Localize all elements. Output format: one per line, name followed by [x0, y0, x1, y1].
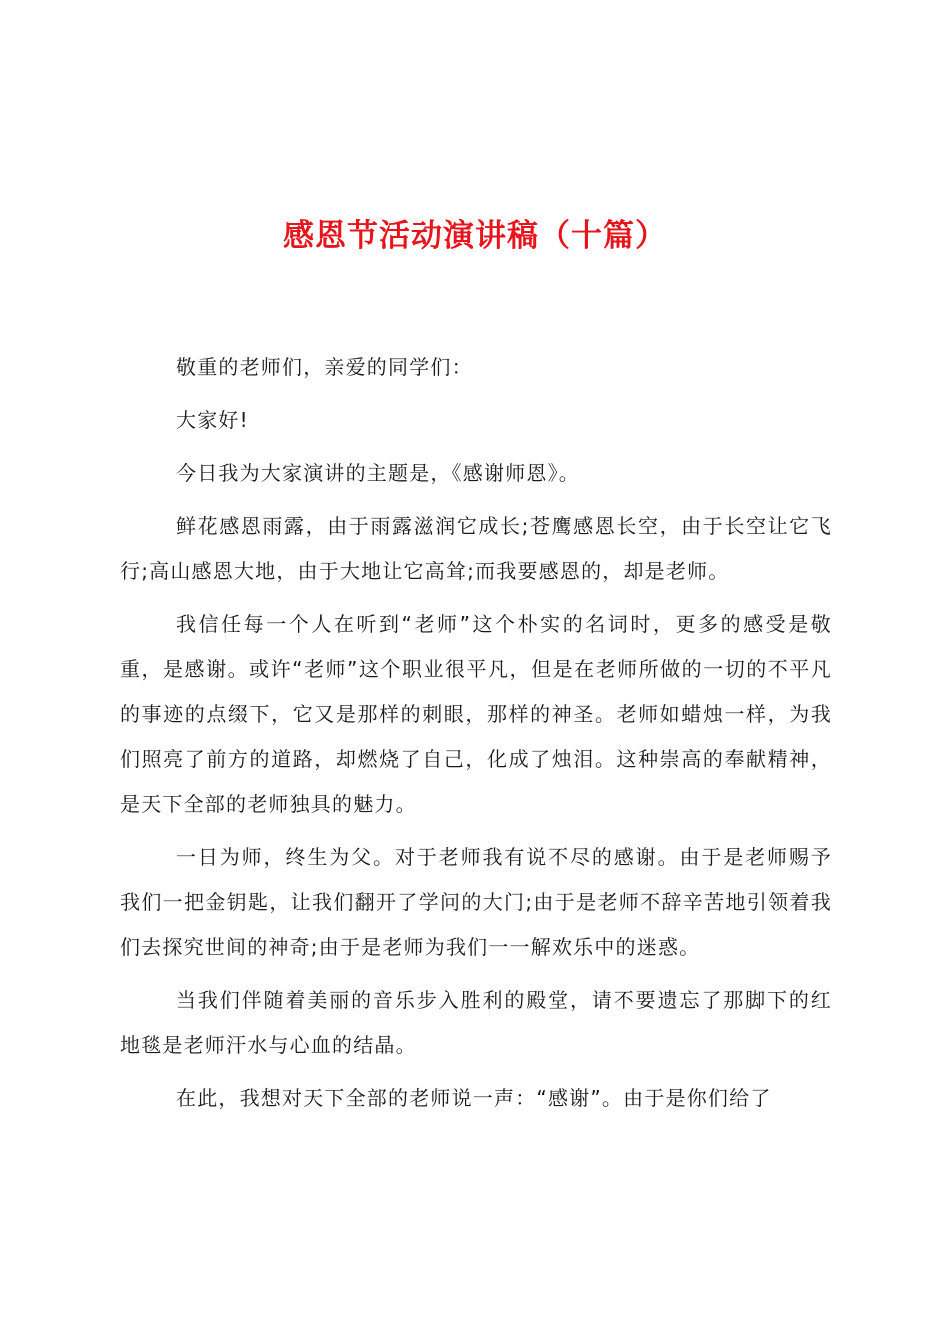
document-title: 感恩节活动演讲稿（十篇）	[283, 218, 667, 254]
paragraph-hello: 大家好!	[176, 408, 249, 432]
paragraph-red-carpet: 当我们伴随着美丽的音乐步入胜利的殿堂，请不要遗忘了那脚下的红地毯是老师汗水与心血的结晶。	[120, 988, 832, 1057]
document-body	[120, 345, 832, 1129]
paragraph-thanks: 在此，我想对天下全部的老师说一声：“感谢”。由于是你们给了	[176, 1086, 772, 1110]
paragraph-gratitude-nature: 鲜花感恩雨露，由于雨露滋润它成长;苍鹰感恩长空，由于长空让它飞行;高山感恩大地，由于大地让它高耸;而我要感恩的，却是老师。	[120, 514, 832, 583]
paragraph-greeting: 敬重的老师们，亲爱的同学们：	[176, 355, 473, 379]
paragraph-teacher-respect: 我信任每一个人在听到“老师”这个朴实的名词时，更多的感受是敬重，是感谢。或许“老师”这个职业很平凡，但是在老师所做的一切的不平凡的事迹的点缀下，它又是那样的刺眼，那样的神圣。老师如蜡烛一样，为我们照亮了前方的道路，却燃烧了自己，化成了烛泪。这种崇高的奉献精神，是天下全部的老师独具的魅力。	[120, 612, 832, 816]
paragraph-lifelong-teacher: 一日为师，终生为父。对于老师我有说不尽的感谢。由于是老师赐予我们一把金钥匙，让我们翻开了学问的大门;由于是老师不辞辛苦地引领着我们去探究世间的神奇;由于是老师为我们一一解欢乐中的迷惑。	[120, 845, 832, 959]
paragraph-topic: 今日我为大家演讲的主题是，《感谢师恩》。	[176, 461, 580, 485]
